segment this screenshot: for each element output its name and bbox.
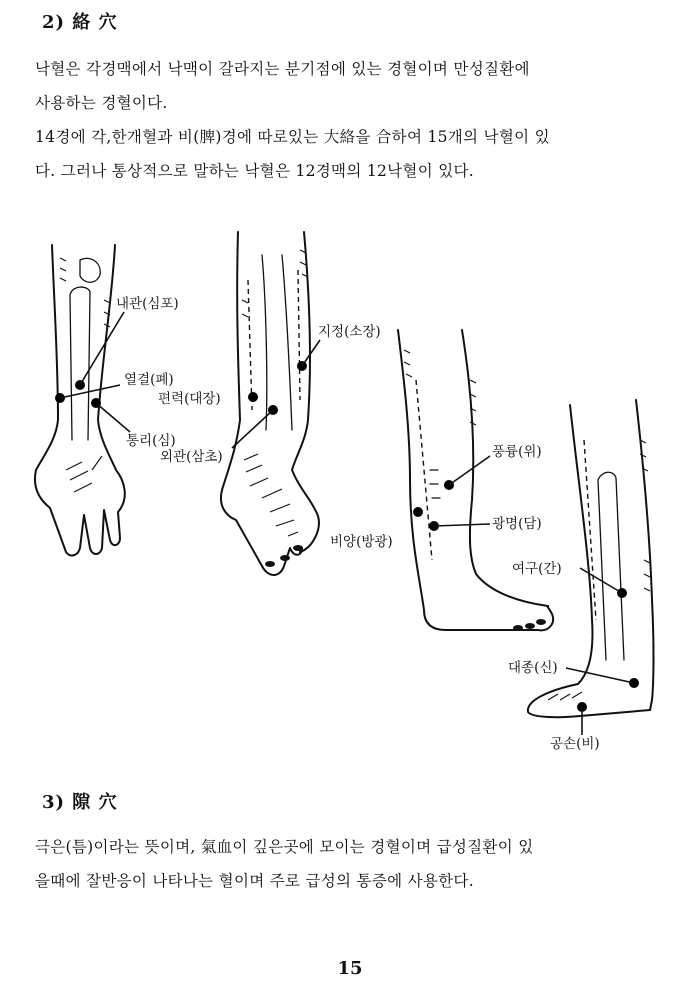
label-oegwan: 외관(삼초): [160, 449, 223, 465]
page-number: 15: [337, 958, 363, 979]
paragraph-line: 낙혈은 각경맥에서 낙맥이 갈라지는 분기점에 있는 경혈이며 만성질환에: [35, 60, 530, 78]
label-gongson: 공손(비): [550, 736, 600, 752]
label-biyang: 비양(방광): [330, 534, 393, 550]
paragraph-line: 다. 그러나 통상적으로 말하는 낙혈은 12경맥의 12낙혈이 있다.: [35, 162, 474, 180]
label-naegwan: 내관(심포): [116, 296, 179, 312]
label-jijeong: 지정(소장): [318, 324, 381, 340]
paragraph-line: 사용하는 경혈이다.: [35, 94, 168, 112]
paragraph-line: 14경에 각,한개혈과 비(脾)경에 따로있는 大絡을 合하여 15개의 낙혈이 있: [35, 128, 550, 146]
label-yeolgyeol: 열결(폐): [124, 372, 174, 388]
label-pyeollyeok: 편력(대장): [158, 391, 221, 407]
section-heading-luo-points: 2) 絡 穴: [42, 12, 118, 33]
forearm-back-figure: [221, 232, 319, 575]
lower-leg-lateral-figure: [398, 330, 553, 631]
label-yeogu: 여구(간): [512, 561, 562, 577]
forearm-palm-figure: [35, 245, 125, 555]
paragraph-line: 극은(틈)이라는 뜻이며, 氣血이 깊은곳에 모이는 경혈이며 급성질환이 있: [35, 838, 534, 856]
acupoint-biyang: [413, 507, 423, 517]
paragraph-line: 을때에 잘반응이 나타나는 혈이며 주로 급성의 통증에 사용한다.: [35, 872, 474, 890]
xi-definition-paragraph: [35, 830, 665, 898]
acupoint-pyeollyeok: [248, 392, 258, 402]
section-heading-xi-points: 3) 隙 穴: [42, 792, 118, 813]
label-tongri: 통리(심): [126, 433, 176, 449]
label-daejong: 대종(신): [508, 660, 558, 676]
label-gwangmyeong: 광명(담): [492, 516, 542, 532]
label-pungnyung: 풍륭(위): [492, 444, 542, 460]
